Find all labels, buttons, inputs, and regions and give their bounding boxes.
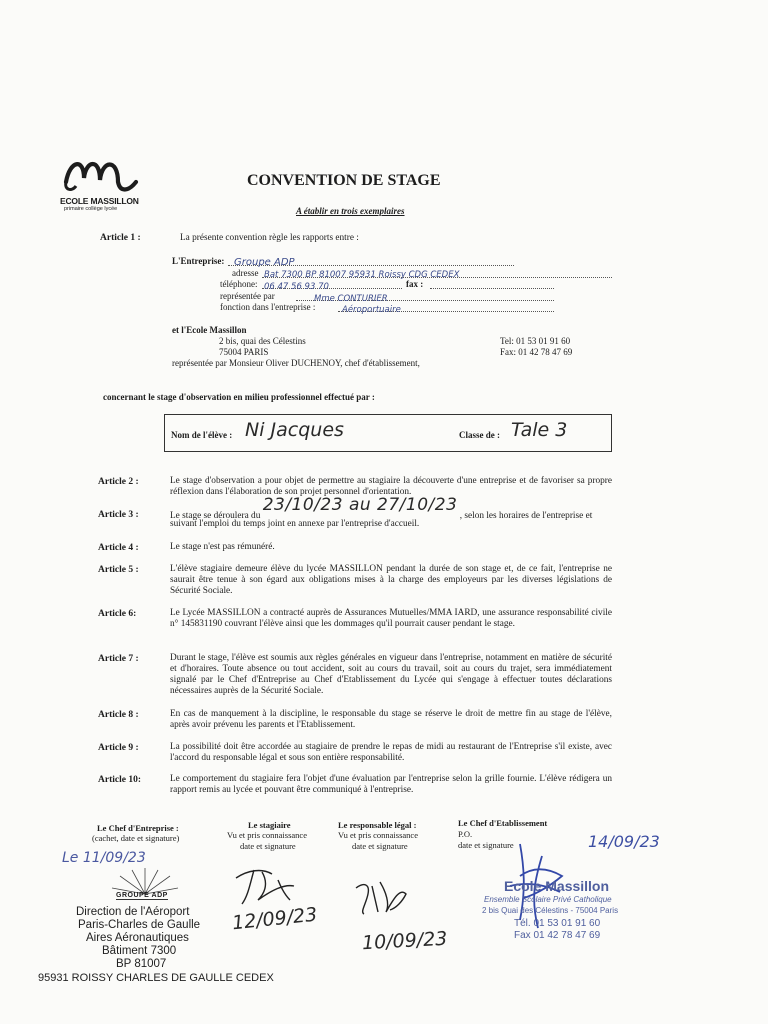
- sig-stagiaire-title: Le stagiaire: [248, 820, 291, 830]
- adp-line1: Direction de l'Aéroport: [76, 906, 190, 918]
- article-3-post: , selon les horaires de l'entreprise et: [459, 511, 593, 521]
- ecole-stamp-line1: Ensemble Scolaire Privé Catholique: [484, 895, 612, 904]
- fonction-value: Aéroportuaire: [342, 305, 401, 315]
- ecole-address1: 2 bis, quai des Célestins: [219, 336, 306, 346]
- adresse-value: Bat 7300 BP 81007 95931 Roissy CDG CEDEX: [264, 270, 460, 280]
- article-3-label: Article 3 :: [98, 510, 139, 520]
- ecole-label: et l'Ecole Massillon: [172, 325, 247, 335]
- sig-chef-entreprise-title: Le Chef d'Entreprise :: [97, 823, 179, 833]
- representee-label: représentée par: [220, 291, 275, 301]
- article-10-text: Le comportement du stagiaire fera l'objet d'une évaluation par l'entreprise selon la grille fournie. L'élève rédigera un rapport remis au lycée et pouvant être communiqué à l'entreprise.: [170, 774, 612, 795]
- nom-label: Nom de l'élève :: [171, 430, 233, 440]
- adp-stamp: [36, 866, 276, 990]
- adp-line3: Aires Aéronautiques: [86, 932, 189, 944]
- adp-line5: BP 81007: [116, 958, 167, 970]
- adp-line4: Bâtiment 7300: [102, 945, 177, 957]
- article-2-label: Article 2 :: [98, 477, 139, 487]
- article-7-text: Durant le stage, l'élève est soumis aux règles générales en vigueur dans l'entreprise, notamment en matière de sécurité et d'horaires. Toute absence ou tout accident, soit au cours du travail, soit au cours du trajet, sera immédiatement signalé par le Chef d'Entreprise au Chef d'Etablissement du Lycée qui s'engage à effectuer toutes déclarations nécessaires auprès de la Sécurité Sociale.: [170, 653, 612, 696]
- article-2-text: Le stage d'observation a pour objet de permettre au stagiaire la découverte d'une entreprise et de favoriser sa propre réflexion dans l'élaboration de son projet personnel d'orientation.: [170, 476, 612, 497]
- classe-label: Classe de :: [459, 430, 500, 440]
- representee-value: Mme CONTURIER: [314, 294, 388, 304]
- sig-chef-etab-sub2: date et signature: [458, 840, 514, 850]
- ecole-stamp-line2: 2 bis Quai des Célestins - 75004 Paris: [482, 906, 619, 915]
- fonction-field[interactable]: [338, 299, 554, 315]
- fax-label: fax :: [406, 279, 424, 289]
- article-8-label: Article 8 :: [98, 710, 139, 720]
- fonction-label: fonction dans l'entreprise :: [220, 302, 316, 312]
- ecole-address2: 75004 PARIS: [219, 347, 269, 357]
- sig-responsable-sub1: Vu et pris connaissance: [338, 830, 418, 840]
- article-6-label: Article 6:: [98, 609, 137, 619]
- entreprise-value: Groupe ADP: [234, 257, 295, 268]
- article-10-label: Article 10:: [98, 775, 141, 785]
- logo-name: ECOLE MASSILLON: [60, 196, 139, 206]
- article-5-label: Article 5 :: [98, 565, 139, 575]
- logo-tagline: primaire collège lycée: [64, 206, 118, 212]
- classe-value[interactable]: Tale 3: [511, 419, 568, 441]
- article-3-text2: suivant l'emploi du temps joint en annexe par l'entreprise d'accueil.: [170, 519, 420, 529]
- sig-responsable-sub2: date et signature: [352, 841, 408, 851]
- ecole-tel: Tel: 01 53 01 91 60: [500, 336, 571, 346]
- sig-chef-entreprise-date[interactable]: Le 11/09/23: [62, 850, 146, 866]
- sig-stagiaire-date[interactable]: 12/09/23: [231, 903, 319, 935]
- page-title: CONVENTION DE STAGE: [247, 172, 441, 189]
- ecole-stamp-name: Ecole Massillon: [504, 878, 610, 894]
- sig-responsable-date[interactable]: 10/09/23: [361, 927, 448, 955]
- article-4-label: Article 4 :: [98, 543, 139, 553]
- article-3-dates[interactable]: 23/10/23 au 27/10/23: [262, 495, 458, 515]
- student-box: [164, 414, 612, 452]
- ecole-fax: Fax: 01 42 78 47 69: [500, 347, 573, 357]
- entreprise-label: L'Entreprise:: [172, 256, 225, 266]
- article-5-text: L'élève stagiaire demeure élève du lycée MASSILLON pendant la durée de son stage et, de ce fait, l'entreprise ne saurait être tenue à son égard aux obligations mises à la charge des employeurs par les diverses législations de Sécurité Sociale.: [170, 564, 612, 596]
- article-8-text: En cas de manquement à la discipline, le responsable du stage se réserve le droit de mettre fin au stage de l'élève, après avoir prévenu les parents et l'Etablissement.: [170, 709, 612, 730]
- article-4-text: Le stage n'est pas rémunéré.: [170, 542, 275, 552]
- ecole-stamp: [478, 876, 658, 946]
- telephone-label: téléphone:: [220, 279, 258, 289]
- article-9-label: Article 9 :: [98, 743, 139, 753]
- article-7-label: Article 7 :: [98, 654, 139, 664]
- article-1-label: Article 1 :: [100, 233, 141, 243]
- article-9-text: La possibilité doit être accordée au stagiaire de prendre le repas de midi au restaurant de l'Entreprise s'il existe, avec l'accord du responsable légal et sous son entière responsabilité.: [170, 742, 612, 763]
- ecole-represente: représentée par Monsieur Oliver DUCHENOY, chef d'établissement,: [172, 358, 420, 368]
- stage-concernant: concernant le stage d'observation en milieu professionnel effectué par :: [103, 392, 375, 402]
- article-6-text: Le Lycée MASSILLON a contracté auprès de Assurances Mutuelles/MMA IARD, une assurance responsabilité civile n° 145831190 couvrant l'élève ainsi que les dommages qu'il pourrait causer pendant le stage.: [170, 608, 612, 629]
- ecole-stamp-line3: Tél. 01 53 01 91 60: [514, 918, 601, 929]
- school-logo: [60, 152, 150, 214]
- sig-stagiaire-sub1: Vu et pris connaissance: [227, 830, 307, 840]
- article-1-intro: La présente convention règle les rapports entre :: [180, 233, 359, 243]
- responsable-signature-icon: [350, 868, 412, 920]
- sig-stagiaire-sub2: date et signature: [240, 841, 296, 851]
- adp-line6: 95931 ROISSY CHARLES DE GAULLE CEDEX: [38, 972, 274, 984]
- article-3-pre: Le stage se déroulera du: [170, 511, 261, 521]
- sig-responsable-title: Le responsable légal :: [338, 820, 417, 830]
- page-subtitle: A établir en trois exemplaires: [296, 206, 405, 216]
- adp-line2: Paris-Charles de Gaulle: [78, 919, 201, 931]
- logo-m-icon: [62, 152, 148, 196]
- adresse-label: adresse: [232, 268, 259, 278]
- sig-chef-etab-date[interactable]: 14/09/23: [588, 832, 660, 851]
- sig-chef-entreprise-sub: (cachet, date et signature): [92, 833, 180, 843]
- telephone-value: 06 47 56 93 70: [264, 282, 329, 292]
- sig-chef-etab-title: Le Chef d'Etablissement: [458, 818, 548, 828]
- adp-brand: GROUPE ADP: [116, 892, 168, 899]
- ecole-stamp-line4: Fax 01 42 78 47 69: [514, 930, 601, 941]
- sig-chef-etab-sub1: P.O.: [458, 829, 473, 839]
- nom-value[interactable]: Ni Jacques: [245, 419, 344, 441]
